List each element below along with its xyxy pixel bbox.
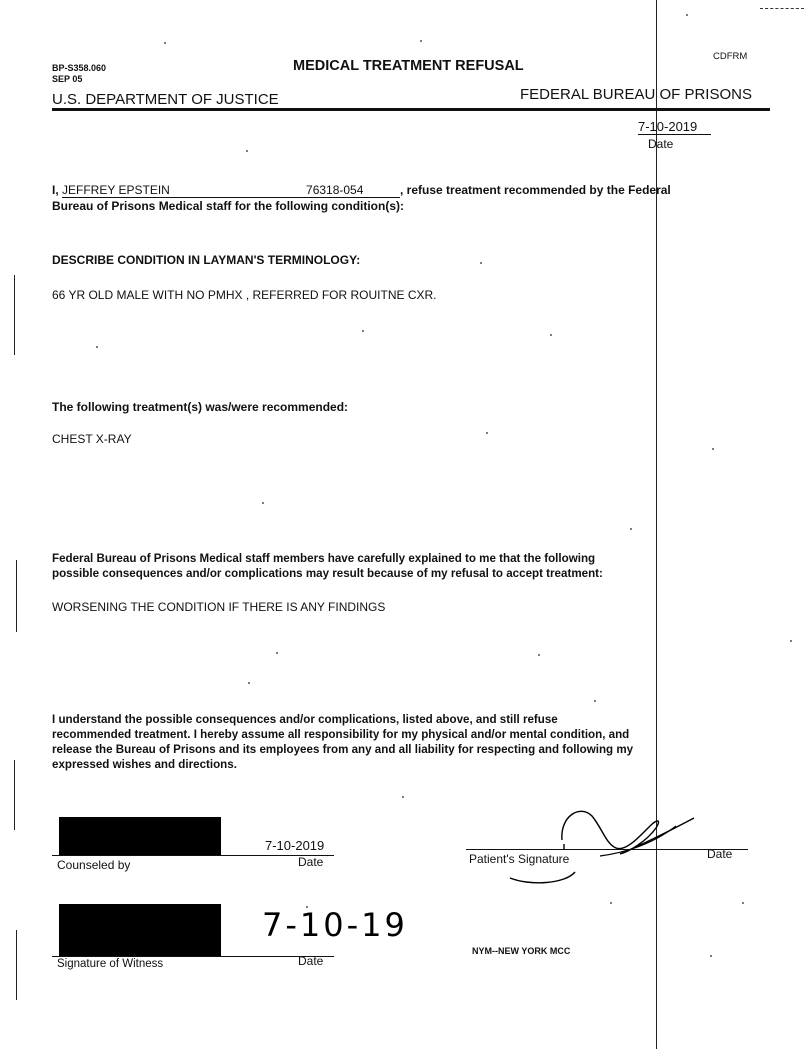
scan-artifact-line: [16, 560, 17, 632]
consequences-line-1: Federal Bureau of Prisons Medical staff members have carefully explained to me that the following: [52, 552, 596, 565]
statement-line-1-rest: , refuse treatment recommended by the Federal: [400, 183, 671, 197]
institution: NYM--NEW YORK MCC: [472, 946, 571, 956]
date-value: 7-10-2019: [638, 120, 711, 135]
witness-signature-line: [52, 956, 334, 957]
header-rule: [52, 108, 770, 111]
scan-dot: [480, 262, 482, 264]
witness-date-handwritten: 7-10-19: [262, 906, 408, 944]
scan-artifact-line: [656, 0, 657, 1049]
statement-line-2: Bureau of Prisons Medical staff for the following condition(s):: [52, 199, 405, 213]
scan-dot: [790, 640, 792, 642]
bureau: FEDERAL BUREAU OF PRISONS: [520, 86, 752, 103]
scan-dot: [362, 330, 364, 332]
form-code: BP-S358.060: [52, 63, 107, 73]
treatment-heading: The following treatment(s) was/were recommended:: [52, 400, 349, 414]
redaction-counselor: [59, 817, 221, 855]
counselor-signature-line: [52, 855, 334, 856]
consequences-text: WORSENING THE CONDITION IF THERE IS ANY FINDINGS: [52, 600, 386, 614]
scan-dot: [402, 796, 404, 798]
acknowledgement-line-4: expressed wishes and directions.: [52, 758, 237, 771]
scan-dot: [276, 652, 278, 654]
form-tag: CDFRM: [713, 51, 748, 62]
treatment-text: CHEST X-RAY: [52, 432, 132, 446]
witness-label: Signature of Witness: [57, 958, 164, 970]
statement-prefix: I,: [52, 183, 59, 197]
register-number: 76318-054: [306, 183, 400, 198]
redaction-witness: [59, 904, 221, 956]
scan-dot: [630, 528, 632, 530]
form-title: MEDICAL TREATMENT REFUSAL: [293, 58, 524, 74]
scan-dot: [262, 502, 264, 504]
patient-signature-label: Patient's Signature: [469, 852, 570, 866]
department: U.S. DEPARTMENT OF JUSTICE: [52, 91, 279, 108]
scan-dot: [420, 40, 422, 42]
scan-artifact-line: [14, 760, 15, 830]
scan-dot: [712, 448, 714, 450]
scan-dot: [164, 42, 166, 44]
scan-dot: [246, 150, 248, 152]
inmate-name: JEFFREY EPSTEIN: [62, 183, 306, 198]
patient-signature-line: [466, 849, 748, 850]
scan-dot: [610, 902, 612, 904]
patient-date-label: Date: [707, 847, 733, 861]
condition-text: 66 YR OLD MALE WITH NO PMHX , REFERRED FOR ROUITNE CXR.: [52, 288, 437, 302]
scan-dot: [96, 346, 98, 348]
scan-artifact-line: [14, 275, 15, 355]
scan-dot: [594, 700, 596, 702]
scan-dot: [486, 432, 488, 434]
acknowledgement-line-2: recommended treatment. I hereby assume all responsibility for my physical and/or mental condition, and: [52, 728, 630, 741]
scan-dot: [742, 902, 744, 904]
acknowledgement-line-1: I understand the possible consequences and/or complications, listed above, and still refuse: [52, 713, 558, 726]
scan-artifact-dash: [760, 8, 804, 9]
scan-dot: [550, 334, 552, 336]
scan-dot: [248, 682, 250, 684]
counseled-by-label: Counseled by: [57, 858, 131, 872]
consequences-line-2: possible consequences and/or complications may result because of my refusal to accept treatment:: [52, 567, 603, 580]
patient-signature: [480, 796, 710, 891]
condition-heading: DESCRIBE CONDITION IN LAYMAN'S TERMINOLOGY:: [52, 253, 361, 267]
statement-line-1: [52, 183, 671, 198]
date-label: Date: [648, 137, 674, 151]
scan-dot: [538, 654, 540, 656]
witness-date-label: Date: [298, 954, 324, 968]
form-date: SEP 05: [52, 74, 83, 84]
scan-dot: [710, 955, 712, 957]
scan-artifact-line: [16, 930, 17, 1000]
counseled-date: 7-10-2019: [265, 838, 325, 853]
acknowledgement-line-3: release the Bureau of Prisons and its employees from any and all liability for respecting and following my: [52, 743, 634, 756]
counseled-date-label: Date: [298, 855, 324, 869]
scan-dot: [686, 14, 688, 16]
